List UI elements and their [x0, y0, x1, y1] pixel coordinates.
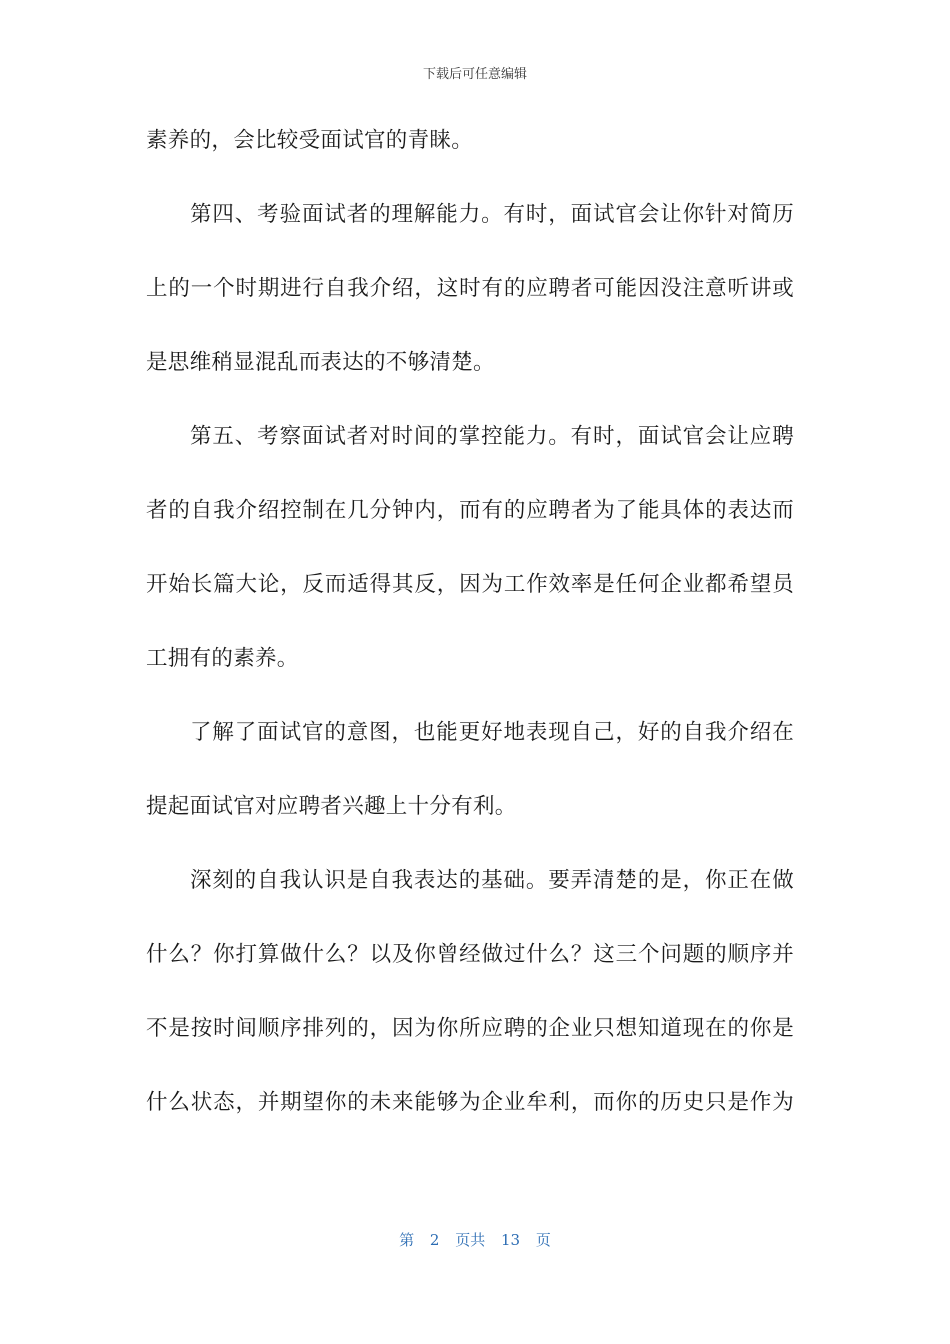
page-header: 下载后可任意编辑	[422, 67, 527, 82]
paragraph-first-line: 深刻的自我认识是自我表达的基础。要弄清楚的是，你正在做	[190, 868, 794, 893]
paragraph-first-line: 第五、考察面试者对时间的掌控能力。有时，面试官会让应聘	[190, 424, 794, 449]
paragraph-first-line: 第四、考验面试者的理解能力。有时，面试官会让你针对简历	[190, 202, 794, 227]
text-line: 工拥有的素养。	[146, 646, 299, 671]
page-number: 2	[429, 1231, 440, 1249]
text-line: 上的一个时期进行自我介绍，这时有的应聘者可能因没注意听讲或	[146, 276, 794, 301]
text-line: 素养的，会比较受面试官的青睐。	[146, 128, 474, 153]
document-body	[146, 127, 794, 1163]
text-line: 是思维稍显混乱而表达的不够清楚。	[146, 350, 495, 375]
footer-middle: 页共	[455, 1231, 486, 1249]
paragraph-first-line: 了解了面试官的意图，也能更好地表现自己，好的自我介绍在	[190, 720, 794, 745]
footer-suffix: 页	[535, 1231, 551, 1249]
text-line: 者的自我介绍控制在几分钟内，而有的应聘者为了能具体的表达而	[146, 498, 794, 523]
total-pages: 13	[501, 1231, 521, 1249]
page-footer	[0, 1230, 950, 1250]
text-line: 什么？你打算做什么？以及你曾经做过什么？这三个问题的顺序并	[146, 942, 794, 967]
text-line: 什么状态，并期望你的未来能够为企业牟利，而你的历史只是作为	[146, 1090, 794, 1115]
text-line: 开始长篇大论，反而适得其反，因为工作效率是任何企业都希望员	[146, 572, 794, 597]
text-line: 不是按时间顺序排列的，因为你所应聘的企业只想知道现在的你是	[146, 1016, 794, 1041]
footer-prefix: 第	[399, 1231, 415, 1249]
text-line: 提起面试官对应聘者兴趣上十分有利。	[146, 794, 517, 819]
